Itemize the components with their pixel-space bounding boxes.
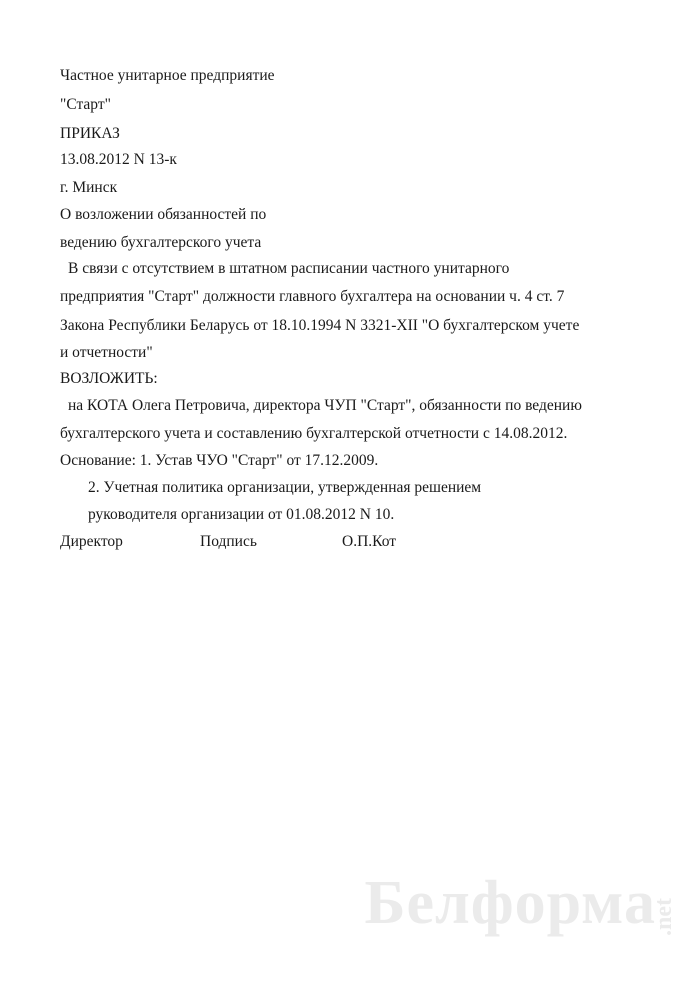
preamble-line: и отчетности" xyxy=(60,344,153,361)
watermark-tld: .net xyxy=(651,898,677,936)
basis-line: Основание: 1. Устав ЧУО "Старт" от 17.12.2009. xyxy=(60,452,379,469)
watermark-brand: Белформа xyxy=(364,869,656,937)
org-name-line1: Частное унитарное предприятие xyxy=(60,67,275,84)
date-number: 13.08.2012 N 13-к xyxy=(60,151,177,168)
basis-item-line: 2. Учетная политика организации, утвержденная решением xyxy=(88,479,482,496)
preamble-line: Закона Республики Беларусь от 18.10.1994 N 3321-XII "О бухгалтерском учете xyxy=(60,317,580,334)
signature-name: О.П.Кот xyxy=(342,533,397,550)
watermark-logo xyxy=(364,869,677,937)
signature-position: Директор xyxy=(60,533,123,550)
subject-line2: ведению бухгалтерского учета xyxy=(60,234,262,251)
document-type: ПРИКАЗ xyxy=(60,125,120,142)
order-body-line: на КОТА Олега Петровича, директора ЧУП "Старт", обязанности по ведению xyxy=(68,397,582,414)
preamble-line: предприятия "Старт" должности главного бухгалтера на основании ч. 4 ст. 7 xyxy=(60,288,565,305)
city: г. Минск xyxy=(60,179,118,196)
subject-line1: О возложении обязанностей по xyxy=(60,206,267,223)
order-body-line: бухгалтерского учета и составлению бухгалтерской отчетности с 14.08.2012. xyxy=(60,425,568,442)
preamble-line: В связи с отсутствием в штатном расписании частного унитарного xyxy=(68,260,510,277)
org-name-line2: "Старт" xyxy=(60,96,111,113)
basis-item-line: руководителя организации от 01.08.2012 N 10. xyxy=(88,506,395,523)
order-verb: ВОЗЛОЖИТЬ: xyxy=(60,370,158,387)
signature-sign: Подпись xyxy=(200,533,257,550)
